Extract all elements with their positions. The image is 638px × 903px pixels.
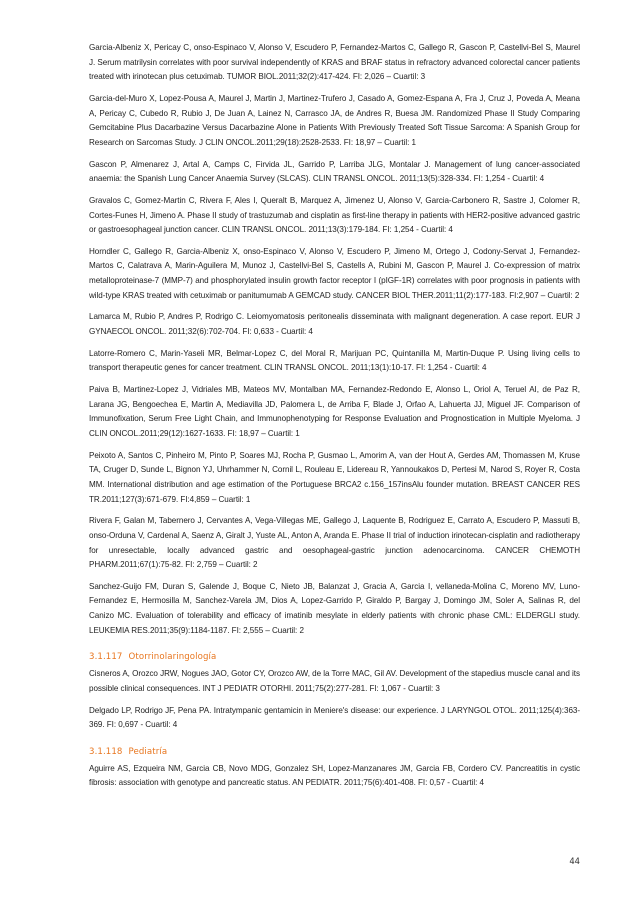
reference-entry: Gravalos C, Gomez-Martin C, Rivera F, Ales I, Queralt B, Marquez A, Jimenez U, Alonso V, Garcia-Carbonero R, Sastre J, Colomer R, Cortes-Funes H, Jimeno A. Phase II study of trastuzumab and cisplatin as first-line therapy in patients with HER2-positive advanced gastric or gastroesophageal junction cancer. CLIN TRANSL ONCOL. 2011;13(3):179-184. FI: 1,254 - Cuartil: 4	[89, 195, 580, 235]
section-heading-otorrinolaringologia	[89, 652, 580, 662]
reference-entry: Gascon P, Almenarez J, Artal A, Camps C, Firvida JL, Garrido P, Larriba JLG, Montalar J. Management of lung cancer-associated anaemia: the Spanish Lung Cancer Anaemia Survey (SLCAS). CLIN TRANSL ONCOL. 2011;13(5):328-334. FI: 1,254 - Cuartil: 4	[89, 159, 580, 184]
section-heading-pediatria	[89, 747, 580, 757]
reference-entry: Cisneros A, Orozco JRW, Nogues JAO, Gotor CY, Orozco AW, de la Torre MAC, Gil AV. Development of the stapedius muscle canal and its possible clinical consequences. INT J PEDIATR OTORHI. 2011;75(2):277-281. FI: 1,067 - Cuartil: 3	[89, 669, 580, 693]
reference-entry: Latorre-Romero C, Marin-Yaseli MR, Belmar-Lopez C, del Moral R, Marijuan PC, Quintanilla M, Martin-Duque P. Using living cells to transport therapeutic genes for cancer treatment. CLIN TRANSL ONCOL. 2011;13(1):10-17. FI: 1,254 - Cuartil: 4	[89, 348, 580, 373]
reference-entry: Horndler C, Gallego R, Garcia-Albeniz X, onso-Espinaco V, Alonso V, Escudero P, Jimeno M, Ortego J, Codony-Servat J, Fernandez-Martos C, Calatrava A, Marin-Aguilera M, Munoz J, Castellvi-Bel S, Castells A, Rubini M, Gascon P, Maurel J. Co-expression of matrix metalloproteinase-7 (MMP-7) and phosphorylated insulin growth factor receptor I (pIGF-1R) correlates with poor prognosis in patients with wild-type KRAS treated with cetuximab or panitumumab A GEMCAD study. CANCER BIOL THER.2011;11(2):177-183. FI:2,907 – Cuartil: 2	[89, 246, 580, 300]
reference-entry: Sanchez-Guijo FM, Duran S, Galende J, Boque C, Nieto JB, Balanzat J, Gracia A, Garcia I, vellaneda-Molina C, Moreno MV, Luno-Fernandez E, Hermosilla M, Sanchez-Varela JM, Dios A, Lopez-Garrido P, Giraldo P, Bargay J, Domingo JM, Soler A, Salinas R, del Canizo MC. Evaluation of tolerability and efficacy of imatinib mesylate in elderly patients with chronic phase CML: ELDERGLI study. LEUKEMIA RES.2011;35(9):1184-1187. FI: 2,555 – Cuartil: 2	[89, 581, 580, 635]
section-title: Otorrinolaringología	[128, 652, 217, 663]
reference-entry: Delgado LP, Rodrigo JF, Pena PA. Intratympanic gentamicin in Meniere's disease: our experience. J LARYNGOL OTOL. 2011;125(4):363-369. FI: 0,697 - Cuartil: 4	[89, 705, 580, 730]
reference-entry: Peixoto A, Santos C, Pinheiro M, Pinto P, Soares MJ, Rocha P, Gusmao L, Amorim A, van der Hout A, Gerdes AM, Thomassen M, Kruse TA, Cruger D, Sunde L, Bignon YJ, Uhrhammer N, Cornil L, Rouleau E, Lidereau R, Yannoukakos D, Pertesi M, Narod S, Royer R, Costa MM. International distribution and age estimation of the Portuguese BRCA2 c.156_157insAlu founder mutation. BREAST CANCER RES TR.2011;127(3):671-679. FI:4,859 – Cuartil: 1	[89, 450, 580, 504]
section-title: Pediatría	[128, 746, 168, 757]
reference-entry: Paiva B, Martinez-Lopez J, Vidriales MB, Mateos MV, Montalban MA, Fernandez-Redondo E, Alonso L, Oriol A, Teruel AI, de Paz R, Larana JG, Bengoechea E, Martin A, Mediavilla JD, Palomera L, de Arriba F, Blade J, Orfao A, Lahuerta JJ, Miguel JF. Comparison of Immunofixation, Serum Free Light Chain, and Immunophenotyping for Response Evaluation and Prognostication in Multiple Myeloma. J CLIN ONCOL.2011;29(12):1627-1633. FI: 18,97 – Cuartil: 1	[89, 385, 580, 438]
reference-entry: Aguirre AS, Ezqueira NM, Garcia CB, Novo MDG, Gonzalez SH, Lopez-Manzanares JM, Garcia FB, Cordero CV. Pancreatitis in cystic fibrosis: association with genotype and pancreatic status. AN PEDIATR. 2011;75(6):401-408. FI: 0,57 - Cuartil: 4	[89, 763, 580, 788]
section-number: 3.1.117	[89, 652, 123, 663]
reference-entry: Lamarca M, Rubio P, Andres P, Rodrigo C. Leiomyomatosis peritonealis disseminata with malignant degeneration. A case report. EUR J GYNAECOL ONCOL. 2011;32(6):702-704. FI: 0,633 - Cuartil: 4	[89, 312, 580, 337]
reference-entry: Garcia-Albeniz X, Pericay C, onso-Espinaco V, Alonso V, Escudero P, Fernandez-Martos C, Gallego R, Gascon P, Castellvi-Bel S, Maurel J. Serum matrilysin correlates with poor survival independently of KRAS and BRAF status in refractory advanced colorectal cancer patients treated with irinotecan plus cetuximab. TUMOR BIOL.2011;32(2):417-424. FI: 2,026 – Cuartil: 3	[89, 43, 580, 82]
reference-entry: Rivera F, Galan M, Tabernero J, Cervantes A, Vega-Villegas ME, Gallego J, Laquente B, Rodriguez E, Carrato A, Escudero P, Massuti B, onso-Orduna V, Cardenal A, Saenz A, Giralt J, Yuste AL, Anton A, Aranda E. Phase II trial of induction irinotecan-cisplatin and radiotherapy for unresectable, locally advanced gastric and oesophageal-gastric junction adenocarcinoma. CANCER CHEMOTH PHARM.2011;67(1):75-82. FI: 2,759 – Cuartil: 2	[89, 516, 580, 570]
reference-entry: Garcia-del-Muro X, Lopez-Pousa A, Maurel J, Martin J, Martinez-Trufero J, Casado A, Gomez-Espana A, Fra J, Cruz J, Poveda A, Meana A, Pericay C, Cubedo R, Rubio J, De Juan A, Lainez N, Carrasco JA, de Andres R, Buesa JM. Randomized Phase II Study Comparing Gemcitabine Plus Dacarbazine Versus Dacarbazine Alone in Patients With Previously Treated Soft Tissue Sarcoma: A Spanish Group for Research on Sarcomas Study. J CLIN ONCOL.2011;29(18):2528-2533. FI: 18,97 – Cuartil: 1	[89, 93, 580, 147]
page-number: 44	[569, 856, 580, 866]
section-number: 3.1.118	[89, 746, 123, 757]
